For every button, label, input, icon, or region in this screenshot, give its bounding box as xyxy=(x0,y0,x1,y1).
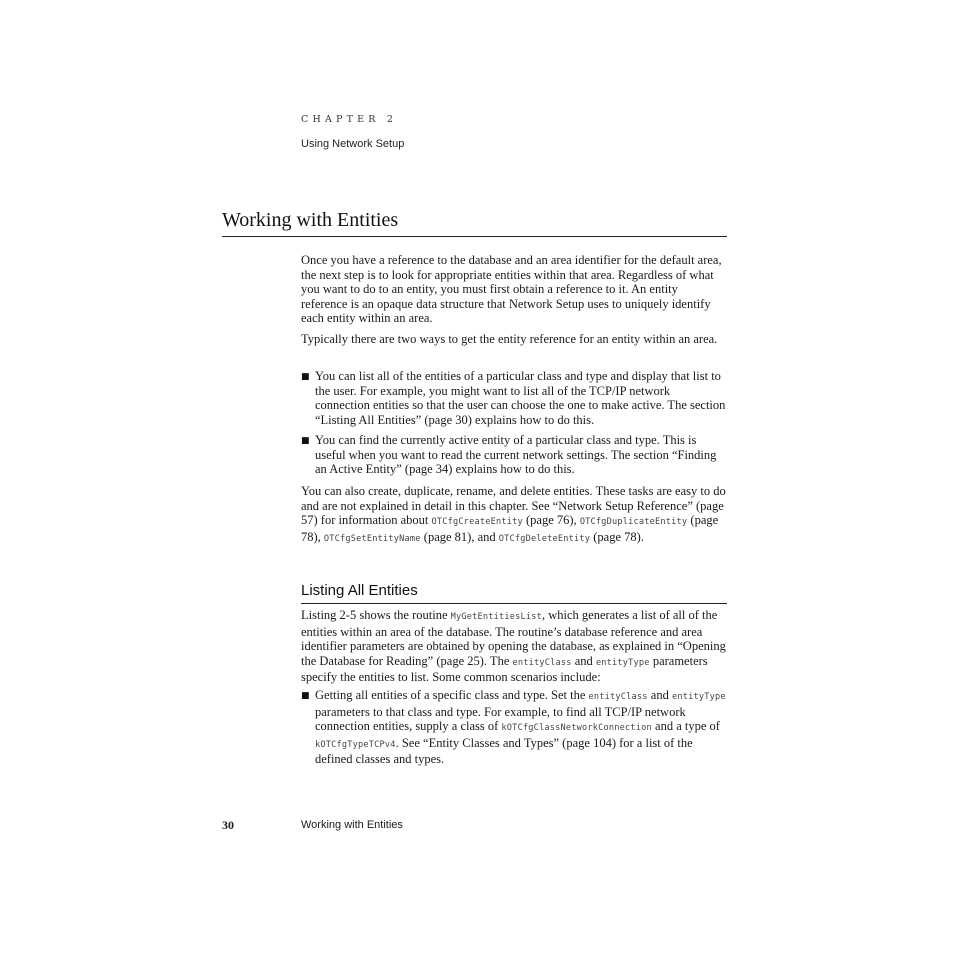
bullet-list-entities: You can list all of the entities of a particular class and type and display that list to the user. For example, you might want to list all of the TCP/IP network connection entities so that the user can choose the one to make active. The section “Listing All Entities” (page 30) explains how to do this. xyxy=(315,369,726,427)
text-run: (page 78). xyxy=(590,529,644,544)
intro-paragraph: Once you have a reference to the database and an area identifier for the default area, the next step is to look for appropriate entities within that area. Regardless of what you want to do to an entity, you must first obtain a reference to it. An entity reference is an opaque data structure that Network Setup uses to uniquely identify each entity within an area. xyxy=(301,253,722,326)
section-heading-rule xyxy=(222,236,727,237)
code-term: MyGetEntitiesList xyxy=(450,612,542,622)
subsection-heading-rule xyxy=(301,603,727,604)
listing-paragraph xyxy=(301,608,726,685)
code-term: entityClass xyxy=(588,692,648,702)
code-term: kOTCfgClassNetworkConnection xyxy=(501,723,652,734)
code-term: OTCfgCreateEntity xyxy=(431,517,523,528)
bullet-marker: ■ xyxy=(301,372,310,382)
chapter-title: Using Network Setup xyxy=(301,138,405,150)
code-term: OTCfgSetEntityName xyxy=(323,533,421,544)
text-run: (page 76), xyxy=(522,513,580,528)
footer-section-title: Working with Entities xyxy=(301,819,403,831)
text-run: and a type of xyxy=(651,719,720,734)
code-term: entityClass xyxy=(512,657,572,668)
other-operations-paragraph xyxy=(301,484,726,546)
ways-paragraph: Typically there are two ways to get the entity reference for an entity within an area. xyxy=(301,332,718,346)
text-run: and xyxy=(647,688,672,702)
text-run: parameters to that class and type. For example, to find all TCP/IP network connection entities, supply a class of xyxy=(315,704,686,734)
text-run: (page 78), xyxy=(301,513,719,544)
text-run: (page 81), and xyxy=(420,529,499,544)
bullet-find-active: You can find the currently active entity of a particular class and type. This is useful when you want to read the current network settings. The section “Finding an Active Entity” (page 34) explains how to do this. xyxy=(315,433,717,477)
bullet-marker: ■ xyxy=(301,436,310,446)
text-run: and xyxy=(571,653,596,668)
code-term: OTCfgDuplicateEntity xyxy=(579,517,688,528)
text-run: . See “Entity Classes and Types” (page 104) for a list of the defined classes and types. xyxy=(315,735,693,767)
code-term: kOTCfgTypeTCPv4 xyxy=(315,739,396,750)
text-run: Listing 2-5 shows the routine xyxy=(301,608,451,622)
page-number: 30 xyxy=(222,818,234,832)
code-term: entityType xyxy=(595,657,650,668)
code-term: OTCfgDeleteEntity xyxy=(498,533,591,544)
text-run: , which generates a list of all of the entities within an area of the database. The routine’s database reference and area identifier parameters are obtained by opening the database, as explained in “Opening the Database for Reading” (page 25). The xyxy=(301,608,726,668)
code-term: entityType xyxy=(671,692,726,702)
text-run: Getting all entities of a specific class and type. Set the xyxy=(315,688,589,702)
bullet-get-all-entities xyxy=(315,688,726,767)
text-run: parameters specify the entities to list. Some common scenarios include: xyxy=(301,653,708,685)
subsection-heading: Listing All Entities xyxy=(301,582,418,599)
section-heading: Working with Entities xyxy=(222,209,399,231)
text-run: You can also create, duplicate, rename, and delete entities. These tasks are easy to do and are not explained in detail in this chapter. See “Network Setup Reference” (page 57) for information about xyxy=(301,484,726,528)
chapter-label: CHAPTER 2 xyxy=(301,114,398,125)
bullet-marker: ■ xyxy=(301,691,310,701)
